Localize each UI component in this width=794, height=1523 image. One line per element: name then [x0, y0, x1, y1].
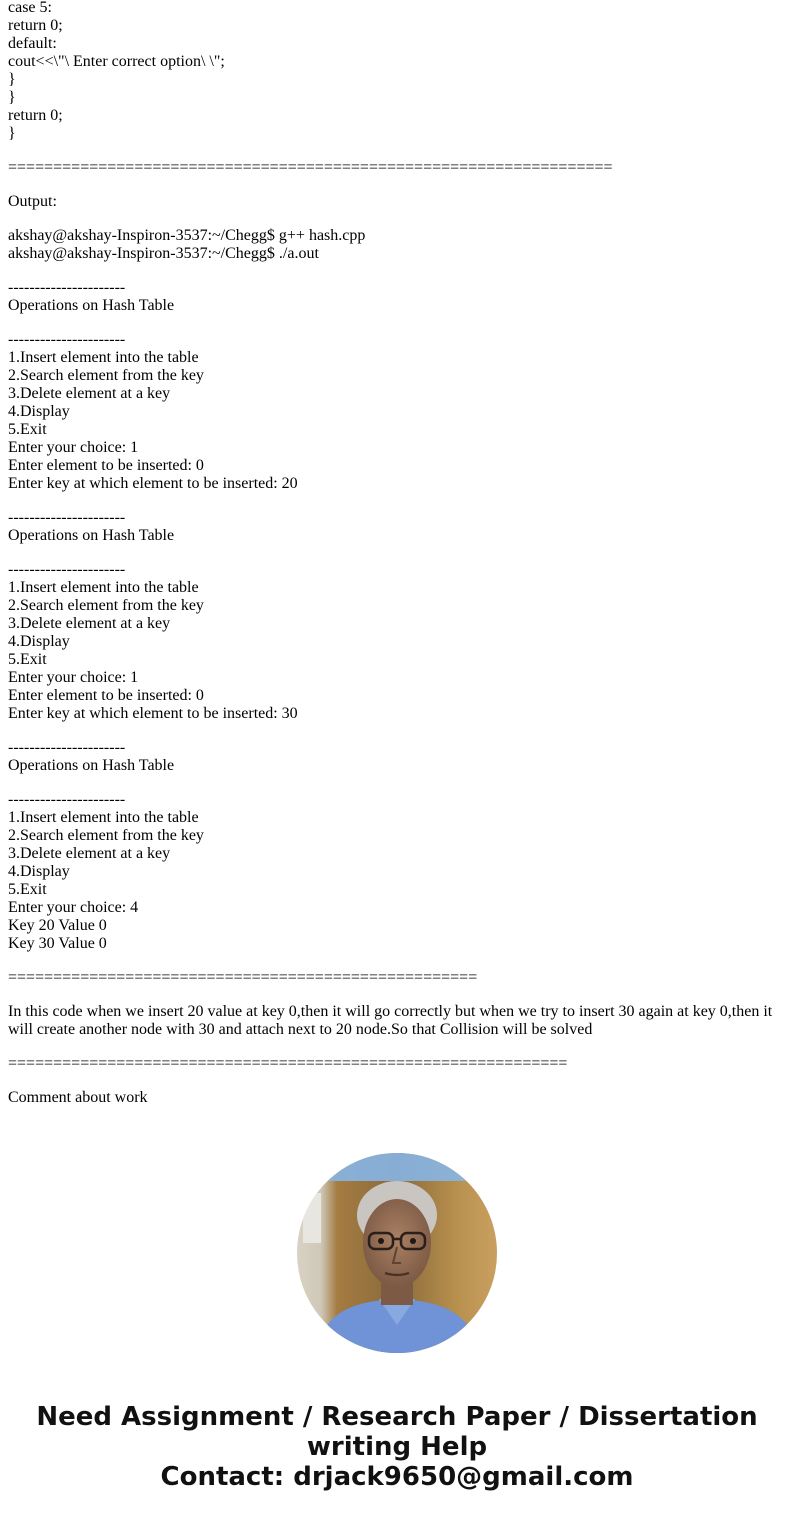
comment-label: Comment about work [8, 1089, 148, 1106]
menu-item: 1.Insert element into the table [8, 809, 199, 826]
session-line: Enter your choice: 1 [8, 439, 139, 456]
promo-contact: Contact: drjack9650@gmail.com [160, 1462, 634, 1492]
menu-item: 4.Display [8, 633, 70, 650]
dash-line: ---------------------- [8, 509, 126, 526]
menu-title: Operations on Hash Table [8, 757, 175, 774]
dash-line: ---------------------- [8, 791, 126, 808]
promo-line: Need Assignment / Research Paper / Dissertation [36, 1402, 758, 1432]
output-heading: Output: [8, 193, 57, 210]
code-line: } [8, 89, 16, 106]
session-line: Enter your choice: 1 [8, 669, 139, 686]
menu-item: 2.Search element from the key [8, 597, 204, 614]
promo-line: writing Help [306, 1432, 488, 1462]
menu-item: 2.Search element from the key [8, 827, 204, 844]
session-line: Enter your choice: 4 [8, 899, 139, 916]
dash-line: ---------------------- [8, 279, 126, 296]
separator: ============================================================== [8, 1055, 568, 1072]
code-line: case 5: [8, 0, 52, 16]
menu-item: 5.Exit [8, 651, 47, 668]
menu-title: Operations on Hash Table [8, 527, 175, 544]
separator: ==================================================== [8, 969, 478, 986]
code-line: return 0; [8, 107, 63, 124]
menu-item: 5.Exit [8, 881, 47, 898]
code-line: cout<<\"\ Enter correct option\ \"; [8, 53, 225, 70]
dash-line: ---------------------- [8, 331, 126, 348]
code-line: return 0; [8, 17, 63, 34]
menu-item: 3.Delete element at a key [8, 615, 171, 632]
code-line: } [8, 125, 16, 142]
menu-item: 5.Exit [8, 421, 47, 438]
menu-item: 3.Delete element at a key [8, 385, 171, 402]
menu-item: 1.Insert element into the table [8, 579, 199, 596]
session-line: Enter key at which element to be inserted: 20 [8, 475, 298, 492]
session-line: Enter element to be inserted: 0 [8, 457, 204, 474]
session-line: Key 30 Value 0 [8, 935, 107, 952]
code-line: } [8, 71, 16, 88]
explanation-paragraph: In this code when we insert 20 value at key 0,then it will go correctly but when we try to insert 30 again at key 0,then it will create another node with 30 and attach next to 20 node.So that Collision will be solved [8, 1003, 773, 1038]
author-avatar [297, 1153, 497, 1353]
document-body [8, 0, 786, 1107]
menu-title: Operations on Hash Table [8, 297, 175, 314]
session-line: Enter element to be inserted: 0 [8, 687, 204, 704]
session-line: Enter key at which element to be inserted: 30 [8, 705, 298, 722]
promo-banner [0, 1402, 794, 1492]
session-line: Key 20 Value 0 [8, 917, 107, 934]
dash-line: ---------------------- [8, 561, 126, 578]
shell-line: akshay@akshay-Inspiron-3537:~/Chegg$ ./a.out [8, 245, 319, 262]
code-line: default: [8, 35, 57, 52]
menu-item: 2.Search element from the key [8, 367, 204, 384]
avatar-portrait [297, 1153, 497, 1353]
menu-item: 4.Display [8, 863, 70, 880]
dash-line: ---------------------- [8, 739, 126, 756]
menu-item: 4.Display [8, 403, 70, 420]
menu-item: 1.Insert element into the table [8, 349, 199, 366]
separator: =================================================================== [8, 159, 613, 176]
shell-line: akshay@akshay-Inspiron-3537:~/Chegg$ g++ hash.cpp [8, 227, 366, 244]
menu-item: 3.Delete element at a key [8, 845, 171, 862]
